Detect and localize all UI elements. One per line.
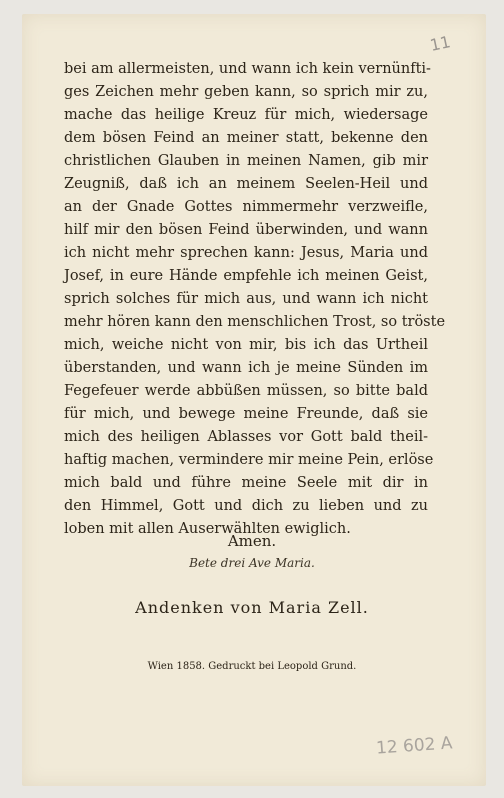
body-line: für mich, und bewege meine Freunde, daß sie: [64, 406, 428, 422]
folio-mark: 11: [428, 32, 453, 55]
body-line: an der Gnade Gottes nimmermehr verzweifle,: [64, 199, 428, 215]
body-line: Fegefeuer werde abbüßen müssen, so bitte bald: [64, 383, 428, 399]
inventory-number: 12 602 A: [375, 733, 454, 759]
body-line: mich, weiche nicht von mir, bis ich das Urtheil: [64, 337, 428, 353]
body-line: Zeugniß, daß ich an meinem Seelen-Heil und: [64, 176, 428, 192]
body-line: dem bösen Feind an meiner statt, bekenne den: [64, 130, 428, 146]
ave-instruction: Bete drei Ave Maria.: [189, 556, 315, 570]
body-line: haftig machen, vermindere mir meine Pein, erlöse: [64, 452, 434, 468]
body-line: hilf mir den bösen Feind überwinden, und wann: [64, 222, 428, 238]
amen-heading: Amen.: [227, 532, 277, 550]
body-line: mich des heiligen Ablasses vor Gott bald theil-: [64, 429, 428, 445]
printer-imprint: Wien 1858. Gedruckt bei Leopold Grund.: [147, 661, 357, 672]
body-line-last: loben mit allen Auserwählten ewiglich.: [64, 521, 351, 537]
body-line: ich nicht mehr sprechen kann: Jesus, Maria und: [64, 245, 428, 261]
body-line: ges Zeichen mehr geben kann, so sprich mir zu,: [64, 84, 428, 100]
body-line: mehr hören kann den menschlichen Trost, so tröste: [64, 314, 446, 330]
body-line: bei am allermeisten, und wann ich kein vernünfti-: [64, 61, 431, 77]
body-line: mich bald und führe meine Seele mit dir in: [64, 475, 428, 491]
body-line: christlichen Glauben in meinen Namen, gib mir: [64, 153, 428, 169]
body-line: Josef, in eure Hände empfehle ich meinen Geist,: [64, 268, 428, 284]
prayer-body-text: [64, 58, 446, 541]
body-line: den Himmel, Gott und dich zu lieben und zu: [64, 498, 428, 514]
andenken-title: Andenken von Maria Zell.: [135, 598, 369, 617]
body-line: mache das heilige Kreuz für mich, wiedersage: [64, 107, 428, 123]
body-line: sprich solches für mich aus, und wann ich nicht: [64, 291, 428, 307]
body-line: überstanden, und wann ich je meine Sünden im: [64, 360, 428, 376]
